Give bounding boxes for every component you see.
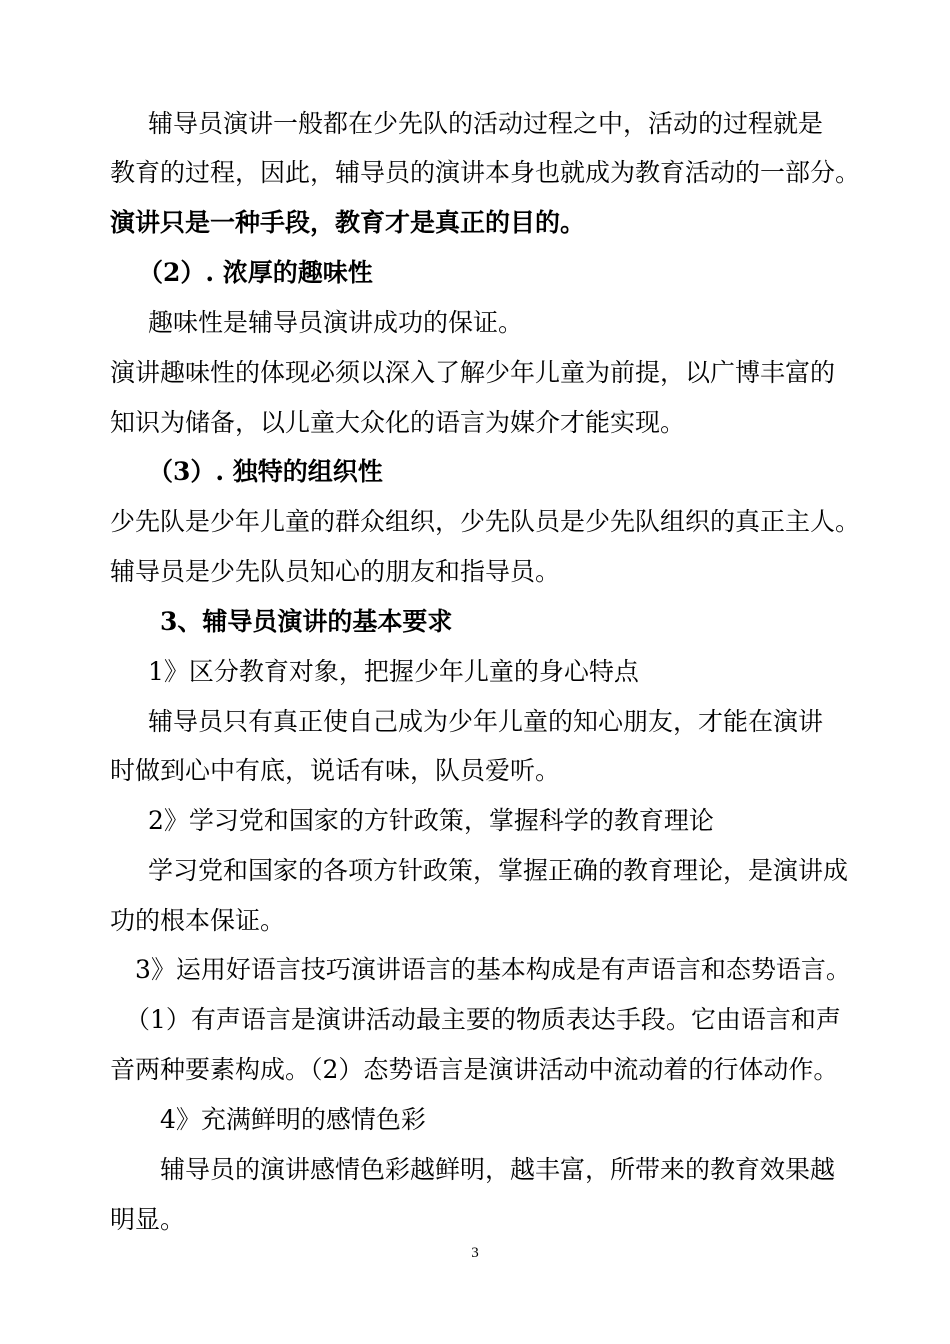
paragraph-line: 辅导员是少先队员知心的朋友和指导员。 <box>110 557 561 586</box>
paragraph-line: 音两种要素构成。（2）态势语言是演讲活动中流动着的行体动作。 <box>110 1055 839 1084</box>
paragraph-line: 趣味性是辅导员演讲成功的保证。 <box>148 308 524 337</box>
paragraph-line: 辅导员的演讲感情色彩越鲜明，越丰富，所带来的教育效果越 <box>160 1155 836 1184</box>
paragraph-line: （1）有声语言是演讲活动最主要的物质表达手段。它由语言和声 <box>125 1005 841 1034</box>
paragraph-line: 辅导员演讲一般都在少先队的活动过程之中，活动的过程就是 <box>148 109 824 138</box>
section-heading: 3、辅导员演讲的基本要求 <box>160 607 453 636</box>
paragraph-line: 教育的过程，因此，辅导员的演讲本身也就成为教育活动的一部分。 <box>110 158 861 187</box>
paragraph-line: 时做到心中有底，说话有味，队员爱听。 <box>110 756 561 785</box>
page-number: 3 <box>471 1245 479 1261</box>
paragraph-line: 功的根本保证。 <box>110 906 286 935</box>
paragraph-line: 少先队是少年儿童的群众组织，少先队员是少先队组织的真正主人。 <box>110 507 861 536</box>
paragraph-line: 演讲趣味性的体现必须以深入了解少年儿童为前提，以广博丰富的 <box>110 358 836 387</box>
section-heading: （2）. 浓厚的趣味性 <box>138 258 373 287</box>
paragraph-line: 辅导员只有真正使自己成为少年儿童的知心朋友，才能在演讲 <box>148 707 824 736</box>
section-heading: （3）. 独特的组织性 <box>148 457 383 486</box>
emphasis-line: 演讲只是一种手段，教育才是真正的目的。 <box>110 208 586 237</box>
subsection-heading: 4》充满鲜明的感情色彩 <box>160 1105 426 1134</box>
subsection-heading: 3》运用好语言技巧演讲语言的基本构成是有声语言和态势语言。 <box>135 955 851 984</box>
paragraph-line: 学习党和国家的各项方针政策，掌握正确的教育理论，是演讲成 <box>148 856 849 885</box>
subsection-heading: 2》学习党和国家的方针政策，掌握科学的教育理论 <box>148 806 714 835</box>
subsection-heading: 1》区分教育对象，把握少年儿童的身心特点 <box>148 657 639 686</box>
paragraph-line: 知识为储备，以儿童大众化的语言为媒介才能实现。 <box>110 408 686 437</box>
paragraph-line: 明显。 <box>110 1205 186 1234</box>
